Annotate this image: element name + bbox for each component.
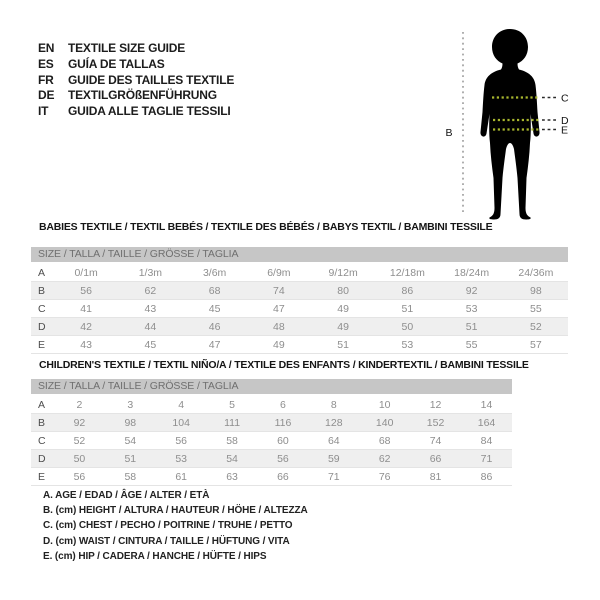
size-cell: 60 <box>277 434 289 447</box>
size-cell: 51 <box>401 302 414 315</box>
size-cell: 53 <box>175 452 188 465</box>
size-cell: 50 <box>73 452 86 465</box>
language-row <box>38 41 234 57</box>
language-title: TEXTILGRÖßENFÜHRUNG <box>68 88 217 103</box>
size-cell: 92 <box>465 284 478 297</box>
legend-line: B. (cm) HEIGHT / ALTURA / HAUTEUR / HÖHE / ALTEZZA <box>43 505 308 517</box>
language-code: EN <box>38 41 55 55</box>
size-cell: 49 <box>337 302 349 315</box>
size-cell: 6 <box>280 398 286 411</box>
size-cell: 92 <box>73 416 86 429</box>
measurement-figure <box>437 12 587 224</box>
size-cell: 5 <box>229 398 235 411</box>
size-cell: 58 <box>226 434 238 447</box>
children-table <box>31 396 512 486</box>
language-title: GUÍA DE TALLAS <box>68 56 165 71</box>
size-cell: 47 <box>208 338 221 351</box>
size-cell: 152 <box>426 416 445 429</box>
measurement-legend <box>43 488 308 564</box>
size-cell: 51 <box>465 320 478 333</box>
size-cell: 57 <box>530 338 542 351</box>
table-row-D <box>31 318 568 336</box>
size-cell: 62 <box>378 452 391 465</box>
size-cell: 54 <box>226 452 238 465</box>
size-cell: 47 <box>273 302 285 315</box>
size-cell: 74 <box>429 434 442 447</box>
row-label: B <box>38 416 46 429</box>
size-cell: 128 <box>325 416 343 429</box>
size-cell: 66 <box>277 470 289 483</box>
size-cell: 6/9m <box>267 266 291 279</box>
size-cell: 42 <box>80 320 92 333</box>
size-cell: 98 <box>530 284 542 297</box>
table-row-B <box>31 414 512 432</box>
legend-line: A. AGE / EDAD / ÂGE / ALTER / ETÀ <box>43 490 210 501</box>
size-cell: 9/12m <box>328 266 358 279</box>
size-cell: 45 <box>144 338 157 351</box>
row-label: B <box>38 284 46 297</box>
size-cell: 56 <box>175 434 188 447</box>
size-cell: 80 <box>337 284 349 297</box>
size-cell: 66 <box>429 452 442 465</box>
size-cell: 55 <box>465 338 478 351</box>
size-cell: 111 <box>224 416 241 429</box>
table-row-D <box>31 450 512 468</box>
size-cell: 43 <box>80 338 92 351</box>
row-label: A <box>38 398 46 411</box>
size-cell: 51 <box>124 452 137 465</box>
chest-label: C <box>561 92 569 105</box>
size-cell: 86 <box>401 284 414 297</box>
language-title: TEXTILE SIZE GUIDE <box>68 41 186 55</box>
size-cell: 104 <box>172 416 190 429</box>
babies-table <box>31 264 568 354</box>
size-cell: 54 <box>124 434 137 447</box>
size-cell: 3 <box>127 398 134 411</box>
size-cell: 74 <box>273 284 285 297</box>
height-label: B <box>445 127 453 139</box>
language-row <box>38 88 234 104</box>
row-label: D <box>38 452 46 465</box>
children-size-header: SIZE / TALLA / TAILLE / GRÖSSE / TAGLIA <box>31 379 512 394</box>
language-code: IT <box>38 104 49 119</box>
size-cell: 63 <box>226 470 238 483</box>
legend-line: D. (cm) WAIST / CINTURA / TAILLE / HÜFTUNG / VITA <box>43 535 290 547</box>
language-code: FR <box>38 72 54 87</box>
table-row-C <box>31 432 512 450</box>
language-row <box>38 73 234 89</box>
size-cell: 12 <box>429 398 442 411</box>
row-label: E <box>38 338 46 351</box>
size-cell: 43 <box>144 302 157 315</box>
waist-label: D <box>561 115 569 127</box>
size-cell: 55 <box>530 302 542 315</box>
language-title: GUIDE DES TAILLES TEXTILE <box>68 72 235 87</box>
size-cell: 64 <box>327 434 340 447</box>
size-cell: 4 <box>178 398 185 411</box>
row-label: D <box>38 320 46 333</box>
babies-table-title: BABIES TEXTILE / TEXTIL BEBÉS / TEXTILE DES BÉBÉS / BABYS TEXTIL / BAMBINI TESSILE <box>39 221 493 233</box>
size-cell: 51 <box>337 338 349 351</box>
size-cell: 49 <box>273 338 285 351</box>
size-cell: 24/36m <box>518 266 554 279</box>
size-cell: 46 <box>208 320 221 333</box>
language-row <box>38 57 234 73</box>
size-cell: 116 <box>274 416 292 429</box>
size-cell: 84 <box>480 434 493 447</box>
size-cell: 50 <box>401 320 414 333</box>
row-label: C <box>38 434 46 447</box>
size-cell: 3/6m <box>202 266 227 279</box>
size-cell: 53 <box>465 302 478 315</box>
child-silhouette-figure <box>437 12 587 224</box>
size-cell: 76 <box>378 470 391 483</box>
language-code: DE <box>38 88 55 103</box>
size-cell: 140 <box>375 416 394 429</box>
table-row-A <box>31 396 512 414</box>
language-list <box>38 41 234 120</box>
size-cell: 14 <box>480 398 493 411</box>
language-row <box>38 104 234 120</box>
babies-size-header: SIZE / TALLA / TAILLE / GRÖSSE / TAGLIA <box>31 247 568 262</box>
size-cell: 59 <box>327 452 340 465</box>
size-cell: 56 <box>80 284 92 297</box>
size-cell: 52 <box>530 320 542 333</box>
size-cell: 1/3m <box>138 266 163 279</box>
size-cell: 52 <box>73 434 86 447</box>
child-silhouette <box>480 29 539 220</box>
size-cell: 164 <box>477 416 496 429</box>
child-body-shape <box>480 29 539 220</box>
size-cell: 71 <box>327 470 340 483</box>
table-row-B <box>31 282 568 300</box>
size-cell: 62 <box>144 284 157 297</box>
size-cell: 10 <box>378 398 391 411</box>
size-cell: 81 <box>429 470 442 483</box>
size-cell: 98 <box>124 416 137 429</box>
size-cell: 53 <box>401 338 414 351</box>
size-cell: 0/1m <box>74 266 98 279</box>
size-cell: 56 <box>277 452 289 465</box>
size-cell: 71 <box>480 452 493 465</box>
size-cell: 49 <box>337 320 349 333</box>
children-table-title: CHILDREN'S TEXTILE / TEXTIL NIÑO/A / TEXTILE DES ENFANTS / KINDERTEXTIL / BAMBINI TESSILE <box>39 359 529 371</box>
size-cell: 18/24m <box>454 266 490 279</box>
hip-label: E <box>561 124 569 137</box>
row-label: E <box>38 470 46 483</box>
size-cell: 86 <box>480 470 493 483</box>
size-cell: 68 <box>378 434 391 447</box>
size-cell: 48 <box>273 320 285 333</box>
babies-size-table <box>31 247 568 354</box>
legend-line: C. (cm) CHEST / PECHO / POITRINE / TRUHE / PETTO <box>43 520 293 532</box>
size-cell: 68 <box>208 284 221 297</box>
size-cell: 12/18m <box>389 266 425 279</box>
table-row-A <box>31 264 568 282</box>
children-size-table <box>31 379 512 486</box>
language-code: ES <box>38 56 54 71</box>
size-cell: 58 <box>124 470 137 483</box>
size-cell: 41 <box>80 302 92 315</box>
size-cell: 8 <box>330 398 337 411</box>
row-label: A <box>38 266 46 279</box>
size-cell: 56 <box>73 470 86 483</box>
table-row-C <box>31 300 568 318</box>
row-label: C <box>38 302 46 315</box>
legend-line: E. (cm) HIP / CADERA / HANCHE / HÜFTE / HIPS <box>43 550 267 562</box>
language-title: GUIDA ALLE TAGLIE TESSILI <box>68 104 231 119</box>
size-cell: 2 <box>76 398 83 411</box>
size-cell: 45 <box>208 302 221 315</box>
table-row-E <box>31 336 568 354</box>
size-cell: 61 <box>175 470 188 483</box>
size-cell: 44 <box>144 320 157 333</box>
table-row-E <box>31 468 512 486</box>
